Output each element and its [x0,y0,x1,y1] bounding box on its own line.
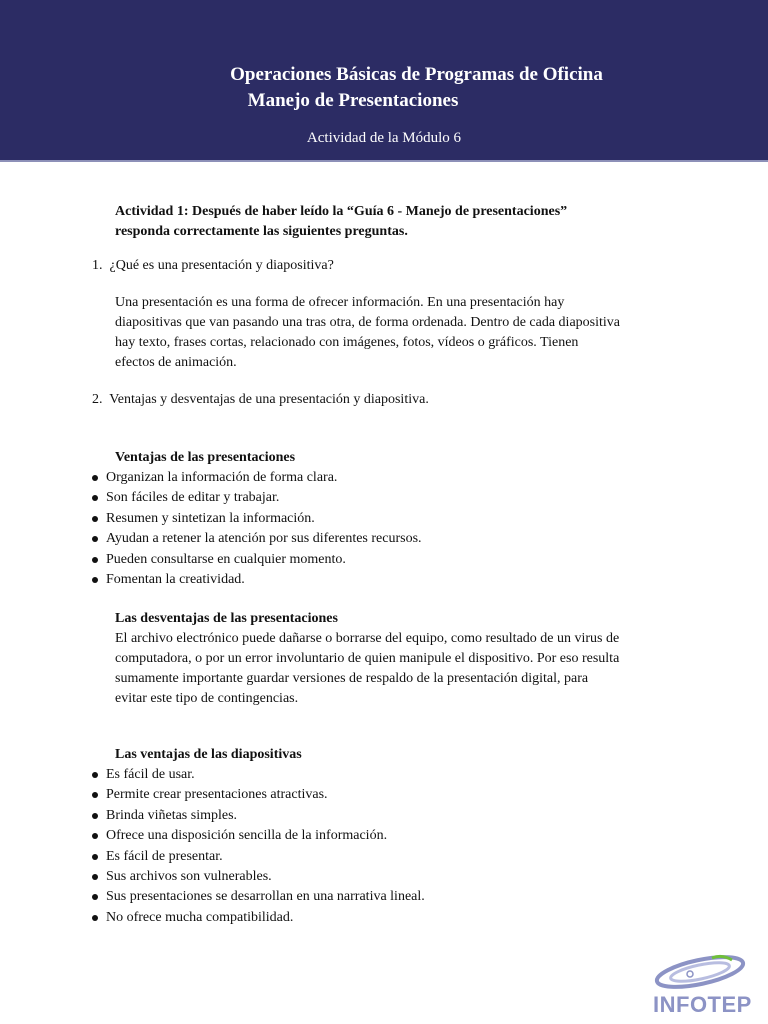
bullet-icon [92,495,98,501]
list-item: Sus presentaciones se desarrollan en una narrativa lineal. [92,887,425,907]
answer-1-line: hay texto, frases cortas, relacionado con imágenes, fotos, vídeos o gráficos. Tienen [115,335,579,350]
list-item: Son fáciles de editar y trabajar. [92,488,422,508]
activity-line2: responda correctamente las siguientes preguntas. [115,224,408,239]
desventajas-line: evitar este tipo de contingencias. [115,691,299,706]
activity-instructions [115,202,675,242]
bullet-icon [92,772,98,778]
answer-1-line: Una presentación es una forma de ofrecer información. En una presentación hay [115,295,565,310]
question-1-text: ¿Qué es una presentación y diapositiva? [109,258,334,273]
list-item: Resumen y sintetizan la información. [92,509,422,529]
ventajas-presentaciones-heading: Ventajas de las presentaciones [115,450,296,465]
bullet-icon [92,813,98,819]
list-item: Es fácil de usar. [92,765,425,785]
header-subtitle [0,130,768,147]
question-2-text: Ventajas y desventajas de una presentación y diapositiva. [109,392,429,407]
header-title-line2: Manejo de Presentaciones [247,90,459,111]
answer-1-line: diapositivas que van pasando una tras otra, de forma ordenada. Dentro de cada diapositiva [115,315,620,330]
desventajas-line: El archivo electrónico puede dañarse o borrarse del equipo, como resultado de un virus de [115,631,620,646]
answer-1 [115,293,675,373]
bullet-icon [92,874,98,880]
list-item: Sus archivos son vulnerables. [92,867,425,887]
bullet-icon [92,577,98,583]
header-subtitle-text: Actividad de la Módulo 6 [306,130,462,146]
list-item: Organizan la información de forma clara. [92,468,422,488]
list-item: Ofrece una disposición sencilla de la información. [92,826,425,846]
list-item: Ayudan a retener la atención por sus diferentes recursos. [92,529,422,549]
question-1 [92,256,334,276]
desventajas-presentaciones-heading: Las desventajas de las presentaciones [115,611,338,626]
question-1-number: 1. [92,258,103,273]
header-title-line1: Operaciones Básicas de Programas de Oficina [230,64,603,85]
question-2 [92,390,429,410]
ventajas-diapositivas-list [92,765,425,928]
ventajas-presentaciones-list [92,468,422,590]
bullet-icon [92,792,98,798]
header-title [0,62,768,114]
bullet-icon [92,516,98,522]
desventajas-presentaciones-text [115,629,675,709]
list-item: Es fácil de presentar. [92,847,425,867]
bullet-icon [92,915,98,921]
desventajas-line: sumamente importante guardar versiones de respaldo de la presentación digital, para [115,671,589,686]
list-item: Brinda viñetas simples. [92,806,425,826]
list-item: No ofrece mucha compatibilidad. [92,908,425,928]
bullet-icon [92,894,98,900]
desventajas-line: computadora, o por un error involuntario de quien manipule el dispositivo. Por eso resulta [115,651,620,666]
list-item: Permite crear presentaciones atractivas. [92,785,425,805]
list-item: Fomentan la creatividad. [92,570,422,590]
document-header [0,0,768,162]
ventajas-diapositivas-heading: Las ventajas de las diapositivas [115,747,302,762]
bullet-icon [92,854,98,860]
bullet-icon [92,536,98,542]
question-2-number: 2. [92,392,103,407]
answer-1-line: efectos de animación. [115,355,237,370]
list-item: Pueden consultarse en cualquier momento. [92,550,422,570]
bullet-icon [92,557,98,563]
activity-line1: Actividad 1: Después de haber leído la “Guía 6 - Manejo de presentaciones” [115,204,568,219]
bullet-icon [92,833,98,839]
bullet-icon [92,475,98,481]
infotep-logo-text: INFOTEP [653,992,752,1017]
